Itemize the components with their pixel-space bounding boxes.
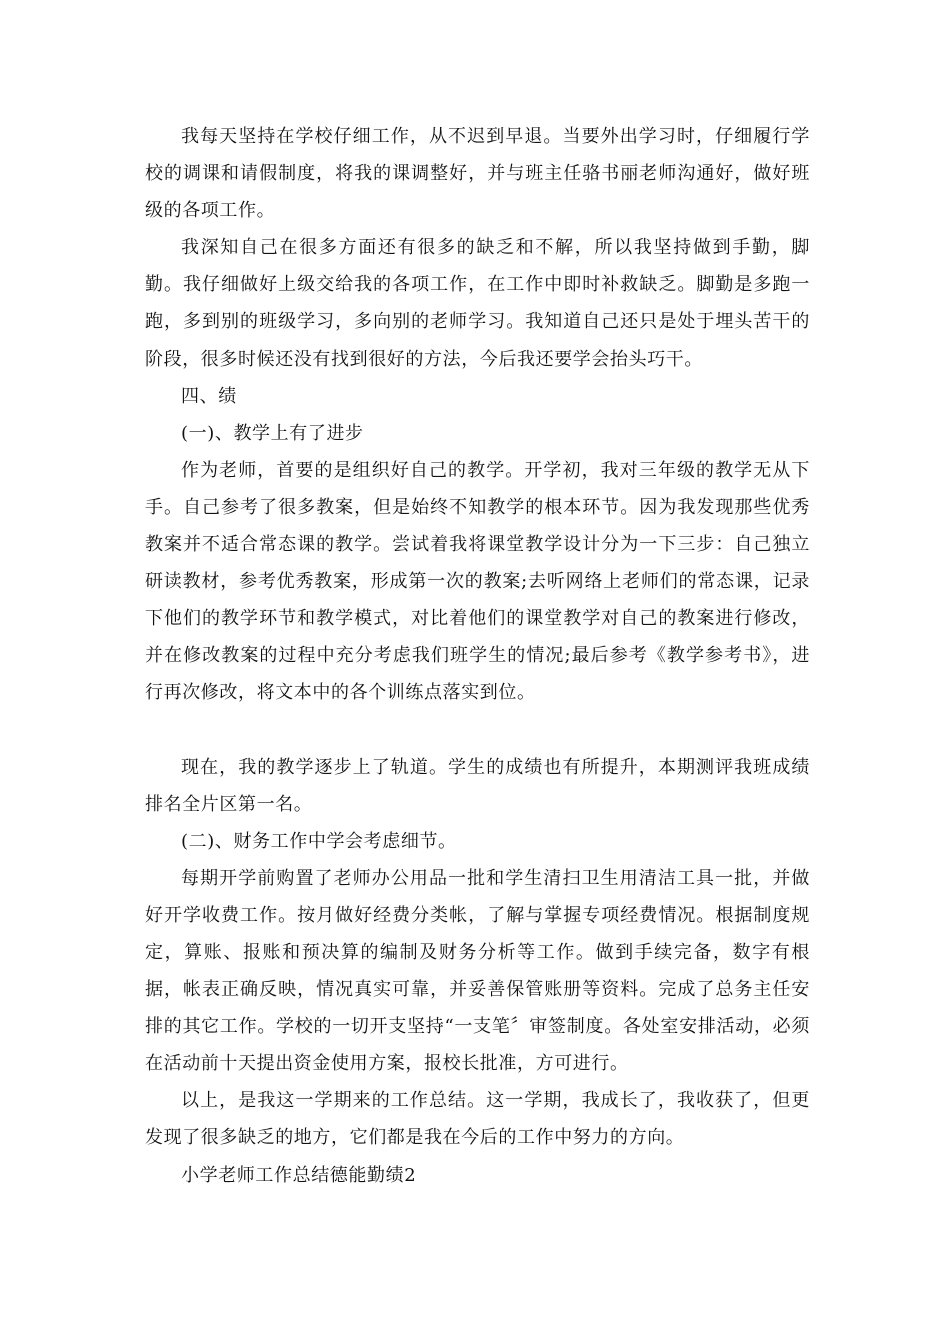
paragraph-attendance: 我每天坚持在学校仔细工作，从不迟到早退。当要外出学习时，仔细履行学校的调课和请假制度，将我的课调整好，并与班主任骆书丽老师沟通好，做好班级的各项工作。 bbox=[145, 126, 810, 222]
next-document-title: 小学老师工作总结德能勤绩2 bbox=[181, 1164, 417, 1186]
paragraph-conclusion: 以上，是我这一学期来的工作总结。这一学期，我成长了，我收获了，但更发现了很多缺乏的地方，它们都是我在今后的工作中努力的方向。 bbox=[145, 1090, 810, 1149]
section-heading-achievements: 四、绩 bbox=[181, 385, 237, 407]
paragraph-teaching: 作为老师，首要的是组织好自己的教学。开学初，我对三年级的教学无从下手。自己参考了很多教案，但是始终不知教学的根本环节。因为我发现那些优秀教案并不适合常态课的教学。尝试着我将课堂教学设计分为一下三步：自己独立研读教材，参考优秀教案，形成第一次的教案;去听网络上老师们的常态课，记录下他们的教学环节和教学模式，对比着他们的课堂教学对自己的教案进行修改，并在修改教案的过程中充分考虑我们班学生的情况;最后参考《教学参考书》，进行再次修改，将文本中的各个训练点落实到位。 bbox=[145, 459, 810, 704]
paragraph-diligence: 我深知自己在很多方面还有很多的缺乏和不解，所以我坚持做到手勤，脚勤。我仔细做好上级交给我的各项工作，在工作中即时补救缺乏。脚勤是多跑一跑，多到别的班级学习，多向别的老师学习。我知道自己还只是处于埋头苦干的阶段，很多时候还没有找到很好的方法，今后我还要学会抬头巧干。 bbox=[145, 237, 810, 370]
paragraph-results: 现在，我的教学逐步上了轨道。学生的成绩也有所提升，本期测评我班成绩排名全片区第一名。 bbox=[145, 756, 810, 815]
subheading-finance: (二)、财务工作中学会考虑细节。 bbox=[181, 830, 457, 852]
paragraph-finance: 每期开学前购置了老师办公用品一批和学生清扫卫生用清洁工具一批，并做好开学收费工作。按月做好经费分类帐，了解与掌握专项经费情况。根据制度规定，算账、报账和预决算的编制及财务分析等工作。做到手续完备，数字有根据，帐表正确反映，情况真实可靠，并妥善保管账册等资料。完成了总务主任安排的其它工作。学校的一切开支坚持“一支笔〞审签制度。各处室安排活动，必须在活动前十天提出资金使用方案，报校长批准，方可进行。 bbox=[145, 867, 810, 1075]
document-body bbox=[145, 118, 810, 1194]
subheading-teaching-progress: (一)、教学上有了进步 bbox=[181, 422, 364, 444]
blank-line bbox=[145, 712, 810, 749]
